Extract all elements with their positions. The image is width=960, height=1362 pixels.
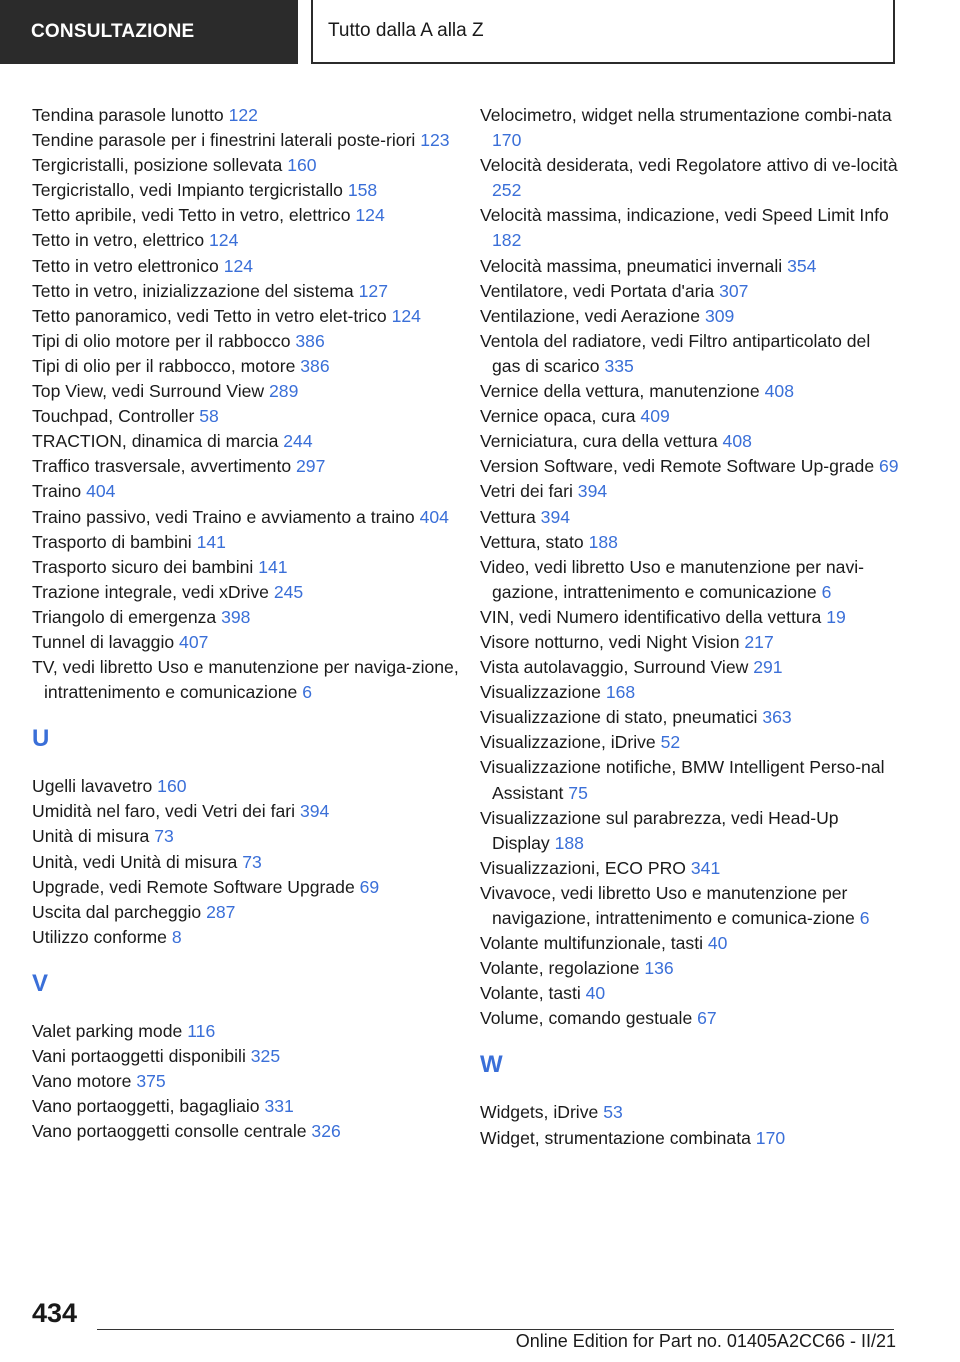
index-entry bbox=[480, 103, 900, 153]
index-entry-text: Vettura bbox=[480, 506, 536, 527]
index-entry-text: Verniciatura, cura della vettura bbox=[480, 431, 718, 452]
index-entry-text: Traino bbox=[32, 481, 82, 502]
index-page-link[interactable]: 363 bbox=[762, 707, 792, 728]
index-entry-text: Visualizzazione di stato, pneumatici bbox=[480, 707, 758, 728]
index-page-link[interactable]: 6 bbox=[821, 581, 832, 602]
index-page-link[interactable]: 40 bbox=[707, 933, 728, 954]
index-page-link[interactable]: 8 bbox=[171, 926, 182, 947]
index-entry-text: Vano portaoggetti consolle centrale bbox=[32, 1121, 307, 1142]
index-entry bbox=[480, 1100, 900, 1125]
index-entry-text: Velocimetro, widget nella strumentazione combi-nata bbox=[480, 105, 892, 125]
index-entry bbox=[480, 505, 900, 530]
index-entry bbox=[32, 799, 462, 824]
index-entry bbox=[32, 479, 462, 504]
index-page-link[interactable]: 289 bbox=[269, 381, 299, 402]
index-entry bbox=[32, 1069, 462, 1094]
index-entry-text: Vano portaoggetti, bagagliaio bbox=[32, 1096, 260, 1117]
index-page-link[interactable]: 52 bbox=[660, 732, 681, 753]
index-entry bbox=[480, 153, 900, 203]
index-entry-text: Tendine parasole per i finestrini laterali poste-riori bbox=[32, 130, 416, 151]
index-entry-text: Uscita dal parcheggio bbox=[32, 901, 202, 922]
index-entry bbox=[32, 203, 462, 228]
index-page-link[interactable]: 6 bbox=[859, 908, 870, 928]
index-page-link[interactable]: 394 bbox=[577, 481, 608, 502]
index-entry bbox=[480, 479, 900, 504]
index-entry-text: Vetri dei fari bbox=[480, 481, 573, 502]
index-entry bbox=[480, 730, 900, 755]
index-page-link[interactable]: 6 bbox=[302, 682, 312, 703]
index-page-link[interactable]: 404 bbox=[419, 506, 449, 527]
index-entry-text: Traino passivo, vedi Traino e avviamento a traino bbox=[32, 506, 415, 527]
index-page-link[interactable]: 19 bbox=[826, 606, 846, 627]
index-page-link[interactable]: 168 bbox=[605, 682, 636, 703]
index-entry-text: Umidità nel faro, vedi Vetri dei fari bbox=[32, 801, 296, 822]
footer-edition: Online Edition for Part no. 01405A2CC66 - II/21 bbox=[515, 1331, 896, 1351]
index-entry-text: Ventilatore, vedi Portata d'aria bbox=[480, 280, 715, 301]
index-entry bbox=[32, 925, 462, 950]
index-entry-text: Ugelli lavavetro bbox=[32, 776, 153, 797]
index-entry-text: Tergicristalli, posizione sollevata bbox=[32, 155, 283, 176]
index-page-link[interactable]: 398 bbox=[221, 606, 251, 627]
index-entry bbox=[480, 655, 900, 680]
index-entry-text: Vani portaoggetti disponibili bbox=[32, 1046, 246, 1066]
index-entry-text: TRACTION, dinamica di marcia bbox=[32, 431, 279, 452]
index-entry bbox=[32, 153, 462, 178]
index-column-left bbox=[32, 103, 462, 1144]
index-page-link[interactable]: 307 bbox=[719, 280, 749, 301]
index-entry-text: Unità di misura bbox=[32, 826, 150, 847]
index-entry bbox=[480, 304, 900, 329]
index-entry bbox=[480, 806, 900, 856]
index-entry-text: Traffico trasversale, avvertimento bbox=[32, 456, 292, 477]
index-page-link[interactable]: 331 bbox=[264, 1096, 294, 1117]
index-entry bbox=[32, 404, 462, 429]
index-entry bbox=[480, 379, 900, 404]
index-entry-text: Tipi di olio per il rabbocco, motore bbox=[32, 355, 296, 376]
index-entry-text: Ventilazione, vedi Aerazione bbox=[480, 305, 701, 326]
index-entry-text: Tergicristallo, vedi Impianto tergicristallo bbox=[32, 180, 343, 201]
index-entry-text: Visore notturno, vedi Night Vision bbox=[480, 631, 740, 652]
chapter-title: Tutto dalla A alla Z bbox=[311, 0, 895, 64]
index-entry bbox=[32, 530, 462, 555]
index-page-link[interactable]: 408 bbox=[764, 381, 794, 402]
index-entry bbox=[32, 178, 462, 203]
index-entry-text: Touchpad, Controller bbox=[32, 406, 195, 427]
index-page-link[interactable]: 407 bbox=[179, 631, 209, 652]
index-entry-text: Tendina parasole lunotto bbox=[32, 105, 224, 125]
index-entry bbox=[32, 304, 462, 329]
index-entry bbox=[480, 705, 900, 730]
index-page-link[interactable]: 53 bbox=[603, 1102, 623, 1123]
index-page-link[interactable]: 182 bbox=[492, 230, 522, 251]
index-page-link[interactable]: 409 bbox=[640, 406, 670, 427]
index-page-link[interactable]: 297 bbox=[296, 456, 326, 477]
index-entry bbox=[480, 454, 900, 479]
index-page-link[interactable]: 122 bbox=[228, 105, 258, 125]
index-page-link[interactable]: 73 bbox=[154, 826, 174, 847]
index-entry-text: Valet parking mode bbox=[32, 1020, 183, 1041]
index-entry-text: Visualizzazione notifiche, BMW Intelligent Perso-nal Assistant bbox=[480, 757, 885, 803]
index-entry-text: Trasporto sicuro dei bambini bbox=[32, 556, 254, 577]
index-entry-text: Video, vedi libretto Uso e manutenzione per navi-gazione, intrattenimento e comunicazione bbox=[480, 556, 865, 602]
index-entry-text: Upgrade, vedi Remote Software Upgrade bbox=[32, 876, 355, 897]
index-entry-text: Version Software, vedi Remote Software Up-grade bbox=[480, 456, 875, 477]
index-entry bbox=[480, 1126, 900, 1151]
index-page-link[interactable]: 394 bbox=[299, 801, 330, 822]
index-entry bbox=[32, 1119, 462, 1144]
index-entry-text: Volume, comando gestuale bbox=[480, 1008, 693, 1029]
index-page-link[interactable]: 124 bbox=[391, 305, 421, 326]
index-letter-heading: U bbox=[32, 725, 50, 753]
index-entry bbox=[480, 680, 900, 705]
index-entry-text: Tunnel di lavaggio bbox=[32, 631, 175, 652]
index-page-link[interactable]: 408 bbox=[722, 431, 752, 452]
index-entry-text: Tetto in vetro, elettrico bbox=[32, 230, 205, 251]
index-page-link[interactable]: 170 bbox=[755, 1127, 786, 1148]
index-entry bbox=[32, 354, 462, 379]
index-page-link[interactable]: 40 bbox=[585, 983, 606, 1004]
index-page-link[interactable]: 291 bbox=[753, 657, 783, 678]
index-entry bbox=[32, 228, 462, 253]
index-page-link[interactable]: 69 bbox=[359, 876, 380, 897]
index-entry-text: Velocità desiderata, vedi Regolatore attivo di ve-locità bbox=[480, 155, 898, 176]
index-entry bbox=[480, 203, 900, 253]
index-entry-text: Ventola del radiatore, vedi Filtro antiparticolato del gas di scarico bbox=[480, 330, 871, 376]
index-entry bbox=[32, 580, 462, 605]
index-entry-text: Widgets, iDrive bbox=[480, 1102, 599, 1123]
index-entry bbox=[32, 454, 462, 479]
index-entry bbox=[480, 755, 900, 805]
index-entry bbox=[32, 103, 462, 128]
index-entry bbox=[32, 605, 462, 630]
index-entry-text: Trazione integrale, vedi xDrive bbox=[32, 581, 269, 602]
index-page-link[interactable]: 158 bbox=[347, 180, 378, 201]
index-page-link[interactable]: 188 bbox=[554, 832, 584, 853]
index-entry bbox=[32, 128, 462, 153]
index-entry bbox=[32, 279, 462, 304]
index-entry-text: Triangolo di emergenza bbox=[32, 606, 217, 627]
index-page-link[interactable]: 341 bbox=[690, 857, 721, 878]
index-entry bbox=[32, 875, 462, 900]
index-column-right bbox=[480, 103, 900, 1151]
index-page-link[interactable]: 335 bbox=[604, 355, 634, 376]
index-page-link[interactable]: 136 bbox=[644, 958, 674, 979]
index-page-link[interactable]: 116 bbox=[187, 1020, 216, 1041]
index-page-link[interactable]: 123 bbox=[420, 130, 450, 151]
index-entry bbox=[32, 1044, 462, 1069]
index-entry bbox=[480, 404, 900, 429]
index-entry-text: Trasporto di bambini bbox=[32, 531, 192, 552]
index-page-link[interactable]: 188 bbox=[588, 531, 618, 552]
index-page-link[interactable]: 375 bbox=[136, 1071, 166, 1092]
index-entry-text: TV, vedi libretto Uso e manutenzione per naviga-zione, intrattenimento e comunicazione bbox=[32, 657, 459, 703]
index-entry bbox=[32, 850, 462, 875]
index-entry bbox=[480, 856, 900, 881]
index-entry bbox=[480, 429, 900, 454]
index-page-link[interactable]: 141 bbox=[196, 531, 226, 552]
index-entry-text: Vano motore bbox=[32, 1071, 132, 1092]
index-entry-text: Tetto panoramico, vedi Tetto in vetro elet-trico bbox=[32, 305, 387, 326]
index-page-link[interactable]: 309 bbox=[704, 305, 735, 326]
index-page-link[interactable]: 394 bbox=[540, 506, 571, 527]
index-entry bbox=[480, 1006, 900, 1031]
index-page-link[interactable]: 73 bbox=[242, 851, 262, 872]
index-entry bbox=[32, 429, 462, 454]
index-page-link[interactable]: 160 bbox=[157, 776, 187, 797]
index-page-link[interactable]: 404 bbox=[86, 481, 116, 502]
index-entry-text: Top View, vedi Surround View bbox=[32, 381, 265, 402]
index-page-link[interactable]: 217 bbox=[744, 631, 774, 652]
index-entry bbox=[32, 1019, 462, 1044]
index-entry-text: Utilizzo conforme bbox=[32, 926, 167, 947]
index-entry-text: Tetto in vetro, inizializzazione del sistema bbox=[32, 280, 354, 301]
index-entry bbox=[32, 555, 462, 580]
index-page-link[interactable]: 287 bbox=[206, 901, 236, 922]
index-entry bbox=[32, 774, 462, 799]
index-page-link[interactable]: 386 bbox=[300, 355, 330, 376]
index-entry bbox=[480, 630, 900, 655]
index-page-link[interactable]: 58 bbox=[199, 406, 219, 427]
index-entry-text: Visualizzazioni, ECO PRO bbox=[480, 857, 686, 878]
index-entry-text: Visualizzazione, iDrive bbox=[480, 732, 656, 753]
index-entry bbox=[32, 505, 462, 530]
index-entry bbox=[480, 881, 900, 931]
index-entry bbox=[480, 254, 900, 279]
page-header bbox=[0, 0, 960, 66]
index-entry bbox=[480, 329, 900, 379]
index-entry bbox=[32, 824, 462, 849]
index-entry bbox=[32, 900, 462, 925]
index-page-link[interactable]: 326 bbox=[311, 1121, 341, 1142]
index-entry bbox=[480, 931, 900, 956]
section-title: CONSULTAZIONE bbox=[0, 0, 298, 64]
index-entry-text: Visualizzazione sul parabrezza, vedi Head-Up Display bbox=[480, 807, 839, 853]
index-entry-text: Volante multifunzionale, tasti bbox=[480, 933, 703, 954]
index-letter-heading: V bbox=[32, 969, 49, 997]
index-entry-text: Vernice della vettura, manutenzione bbox=[480, 381, 760, 402]
index-page-link[interactable]: 124 bbox=[223, 255, 254, 276]
index-entry-text: Visualizzazione bbox=[480, 682, 601, 703]
index-entry-text: Velocità massima, pneumatici invernali bbox=[480, 255, 783, 276]
index-entry bbox=[32, 329, 462, 354]
index-page-link[interactable]: 245 bbox=[273, 581, 304, 602]
index-letter-heading: W bbox=[480, 1051, 503, 1079]
index-entry bbox=[32, 379, 462, 404]
index-page-link[interactable]: 141 bbox=[258, 556, 288, 577]
index-entry-text: Vernice opaca, cura bbox=[480, 406, 636, 427]
index-entry bbox=[480, 530, 900, 555]
index-page-link[interactable]: 124 bbox=[209, 230, 239, 251]
index-entry bbox=[480, 956, 900, 981]
index-page-link[interactable]: 170 bbox=[492, 130, 522, 151]
index-entry-text: Unità, vedi Unità di misura bbox=[32, 851, 238, 872]
index-entry-text: Tipi di olio motore per il rabbocco bbox=[32, 330, 291, 351]
index-entry bbox=[32, 630, 462, 655]
index-entry bbox=[32, 254, 462, 279]
index-page-link[interactable]: 127 bbox=[358, 280, 388, 301]
page-number: 434 bbox=[32, 1298, 78, 1328]
index-entry-text: Volante, tasti bbox=[480, 983, 581, 1004]
index-page-link[interactable]: 325 bbox=[250, 1046, 281, 1066]
index-entry-text: Tetto in vetro elettronico bbox=[32, 255, 219, 276]
index-page-link[interactable]: 354 bbox=[787, 255, 817, 276]
index-entry bbox=[32, 1094, 462, 1119]
index-entry bbox=[480, 555, 900, 605]
index-entry-text: Velocità massima, indicazione, vedi Speed Limit Info bbox=[480, 205, 889, 226]
index-entry bbox=[480, 981, 900, 1006]
index-entry-text: VIN, vedi Numero identificativo della vettura bbox=[480, 606, 822, 627]
index-page-link[interactable]: 386 bbox=[295, 330, 325, 351]
index-page-link[interactable]: 160 bbox=[287, 155, 317, 176]
index-entry-text: Vettura, stato bbox=[480, 531, 584, 552]
index-entry-text: Tetto apribile, vedi Tetto in vetro, elettrico bbox=[32, 205, 351, 226]
index-entry-text: Widget, strumentazione combinata bbox=[480, 1127, 751, 1148]
index-page-link[interactable]: 244 bbox=[283, 431, 313, 452]
index-entry-text: Vista autolavaggio, Surround View bbox=[480, 657, 749, 678]
index-entry-text: Volante, regolazione bbox=[480, 958, 640, 979]
index-page-link[interactable]: 75 bbox=[568, 782, 588, 803]
index-page-link[interactable]: 67 bbox=[697, 1008, 717, 1029]
index-page-link[interactable]: 69 bbox=[879, 456, 899, 477]
index-entry bbox=[480, 279, 900, 304]
footer-divider bbox=[97, 1329, 894, 1330]
index-page-link[interactable]: 124 bbox=[355, 205, 385, 226]
index-entry-text: Vivavoce, vedi libretto Uso e manutenzione per navigazione, intrattenimento e comunica-zione bbox=[480, 882, 855, 928]
index-entry bbox=[32, 655, 462, 705]
index-page-link[interactable]: 252 bbox=[492, 180, 522, 201]
index-entry bbox=[480, 605, 900, 630]
